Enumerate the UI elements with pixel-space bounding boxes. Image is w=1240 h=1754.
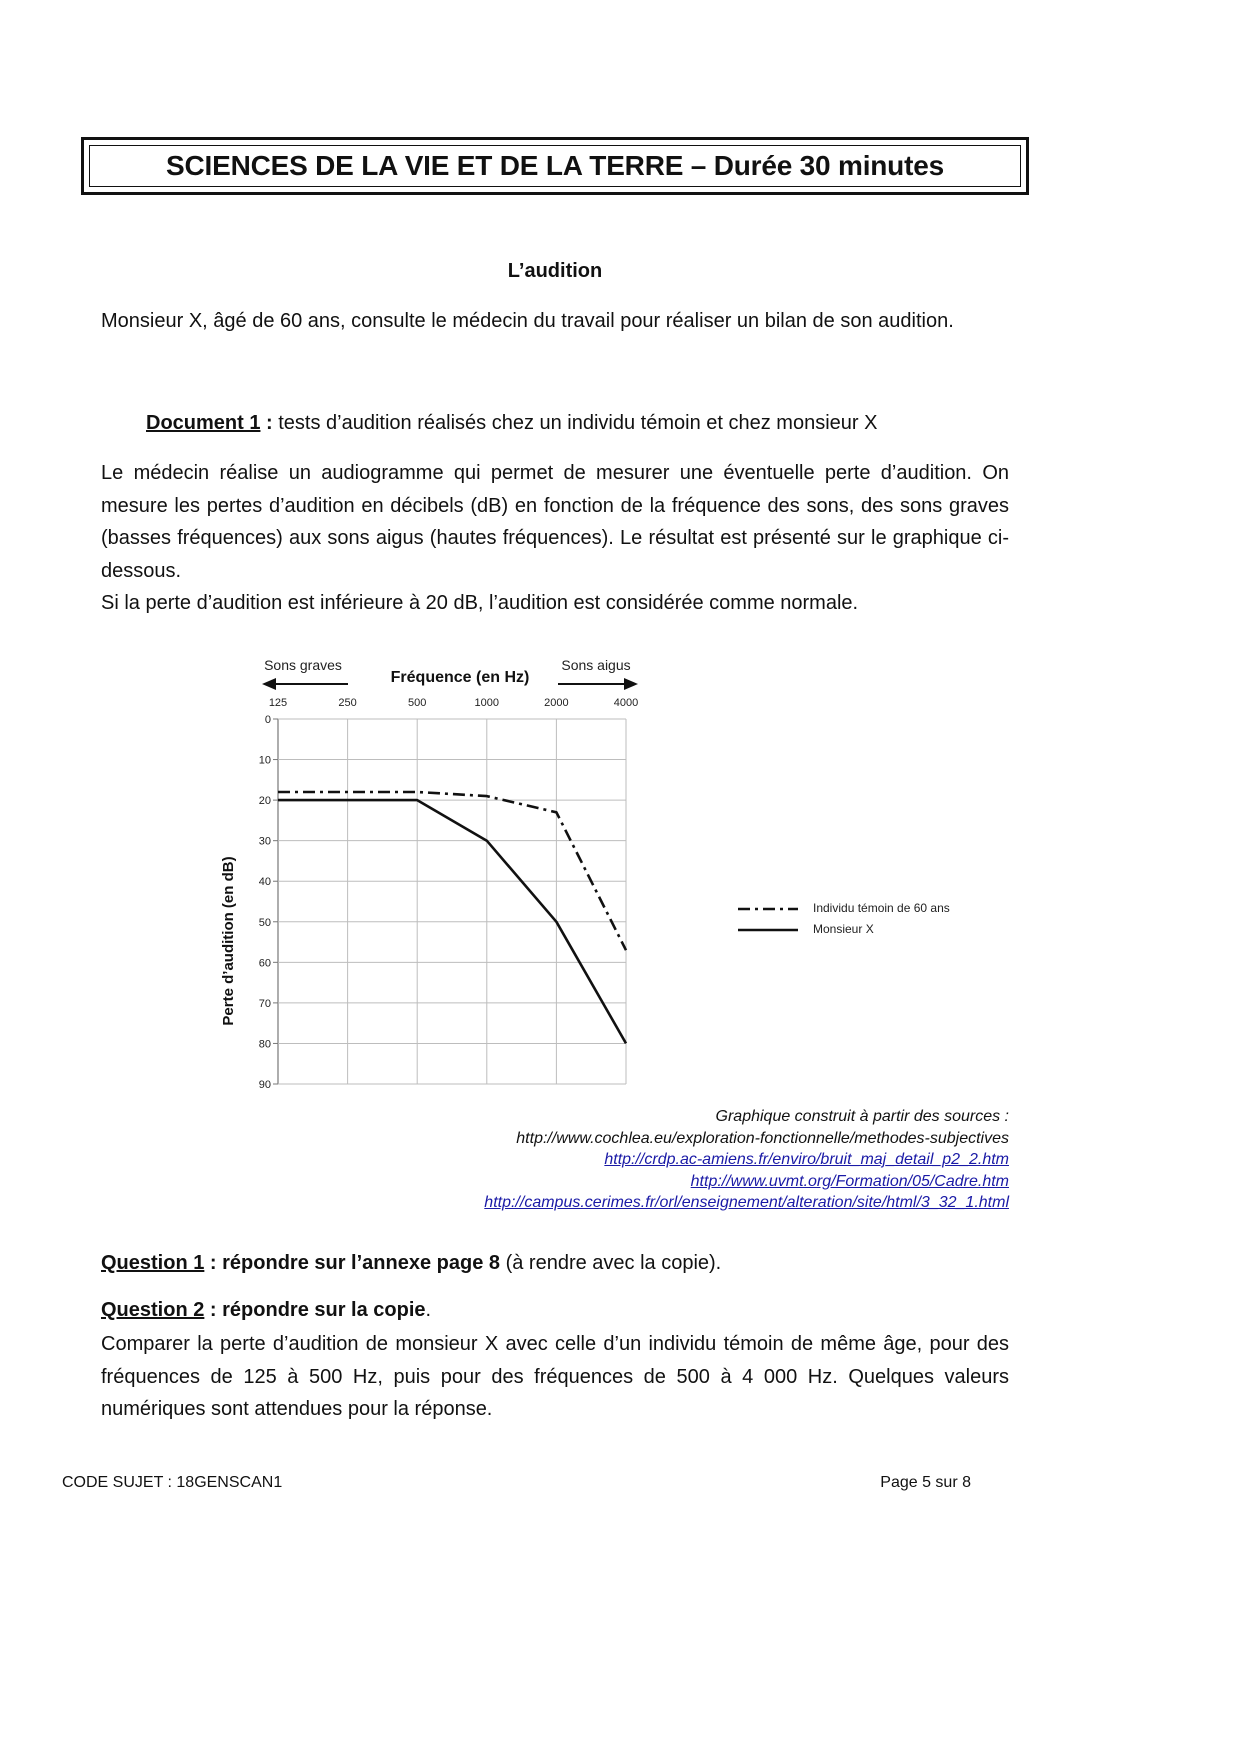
source-1: http://www.cochlea.eu/exploration-fonctionnelle/methodes-subjectives <box>516 1129 1009 1147</box>
y-tick-label-10: 10 <box>258 754 271 767</box>
y-tick-label-30: 30 <box>258 835 271 848</box>
y-tick-label-0: 0 <box>264 714 271 726</box>
x-tick-label-250: 250 <box>338 697 357 709</box>
question-2-end: . <box>425 1299 432 1321</box>
legend <box>738 901 950 936</box>
x-tick-label-125: 125 <box>268 697 288 709</box>
chart-series <box>278 792 626 1043</box>
question-1-separator: : <box>204 1252 223 1274</box>
x-tick-label-500: 500 <box>408 697 427 709</box>
legend-label-monsieur-x: Monsieur X <box>813 922 874 936</box>
y-tick-label-70: 70 <box>258 997 271 1010</box>
x-tick-label-4000: 4000 <box>613 697 639 709</box>
legend-label-temoin: Individu témoin de 60 ans <box>813 901 950 915</box>
y-tick-label-80: 80 <box>258 1038 271 1051</box>
page-title: SCIENCES DE LA VIE ET DE LA TERRE – Durée 30 minutes <box>89 145 1021 187</box>
x-tick-label-2000: 2000 <box>544 697 569 709</box>
y-tick-label-50: 50 <box>258 916 271 929</box>
question-2-separator: : <box>204 1299 223 1321</box>
sources-block <box>484 1106 1009 1214</box>
left-arrow <box>262 678 348 690</box>
y-axis-title: Perte d’audition (en dB) <box>220 856 237 1026</box>
question-1-label: Question 1 <box>101 1252 205 1274</box>
y-tick-labels <box>259 714 271 1091</box>
question-1-instruction: répondre sur l’annexe page 8 <box>222 1252 501 1274</box>
right-arrow <box>558 678 638 690</box>
intro-paragraph: Monsieur X, âgé de 60 ans, consulte le médecin du travail pour réaliser un bilan de son audition. <box>101 310 954 332</box>
y-tick-label-60: 60 <box>258 957 271 970</box>
document-1-label: Document 1 <box>146 412 261 434</box>
question-1-note: (à rendre avec la copie). <box>500 1252 722 1274</box>
document-1-body: Le médecin réalise un audiogramme qui permet de mesurer une éventuelle perte d’audition. On mesure les pertes d’audition en décibels (dB) en fonction de la fréquence des sons, des sons graves (basses fréquences) aux sons aigus (hautes fréquences). Le résultat est présenté sur le graphique ci-dessous. <box>101 462 1009 582</box>
x-tick-labels <box>269 697 638 709</box>
source-link-2[interactable]: http://crdp.ac-amiens.fr/enviro/bruit_maj_detail_p2_2.htm <box>604 1151 1009 1168</box>
question-2-label: Question 2 <box>101 1299 205 1321</box>
source-link-3[interactable]: http://www.uvmt.org/Formation/05/Cadre.htm <box>690 1172 1009 1190</box>
section-title: L’audition <box>507 260 603 282</box>
chart-grid <box>273 719 626 1084</box>
document-1-normal-note: Si la perte d’audition est inférieure à 20 dB, l’audition est considérée comme normale. <box>101 592 859 614</box>
question-2-instruction: répondre sur la copie <box>222 1299 426 1321</box>
x-tick-label-1000: 1000 <box>474 697 500 709</box>
x-axis-title: Fréquence (en Hz) <box>390 669 530 686</box>
document-1-description: tests d’audition réalisés chez un individu témoin et chez monsieur X <box>278 412 878 434</box>
source-link-4[interactable]: http://campus.cerimes.fr/orl/enseignement/alteration/site/html/3_32_1.html <box>484 1194 1009 1211</box>
y-tick-label-20: 20 <box>258 795 271 808</box>
question-2-heading <box>101 1299 431 1322</box>
y-tick-label-40: 40 <box>258 876 271 889</box>
question-2-body: Comparer la perte d’audition de monsieur X avec celle d’un individu témoin de même âge, pour des fréquences de 125 à 500 Hz, puis pour des fréquences de 500 à 4 000 Hz. Quelques valeurs numériques sont attendues pour la réponse. <box>101 1333 1009 1420</box>
footer-code: CODE SUJET : 18GENSCAN1 <box>62 1474 283 1491</box>
y-tick-label-90: 90 <box>258 1079 271 1091</box>
sources-caption: Graphique construit à partir des sources : <box>715 1108 1009 1125</box>
footer-page: Page 5 sur 8 <box>880 1474 971 1491</box>
question-1 <box>101 1252 721 1275</box>
document-1-separator: : <box>260 412 279 434</box>
series-line-temoin <box>278 792 626 950</box>
left-annotation: Sons graves <box>264 657 342 673</box>
right-annotation: Sons aigus <box>561 657 631 673</box>
